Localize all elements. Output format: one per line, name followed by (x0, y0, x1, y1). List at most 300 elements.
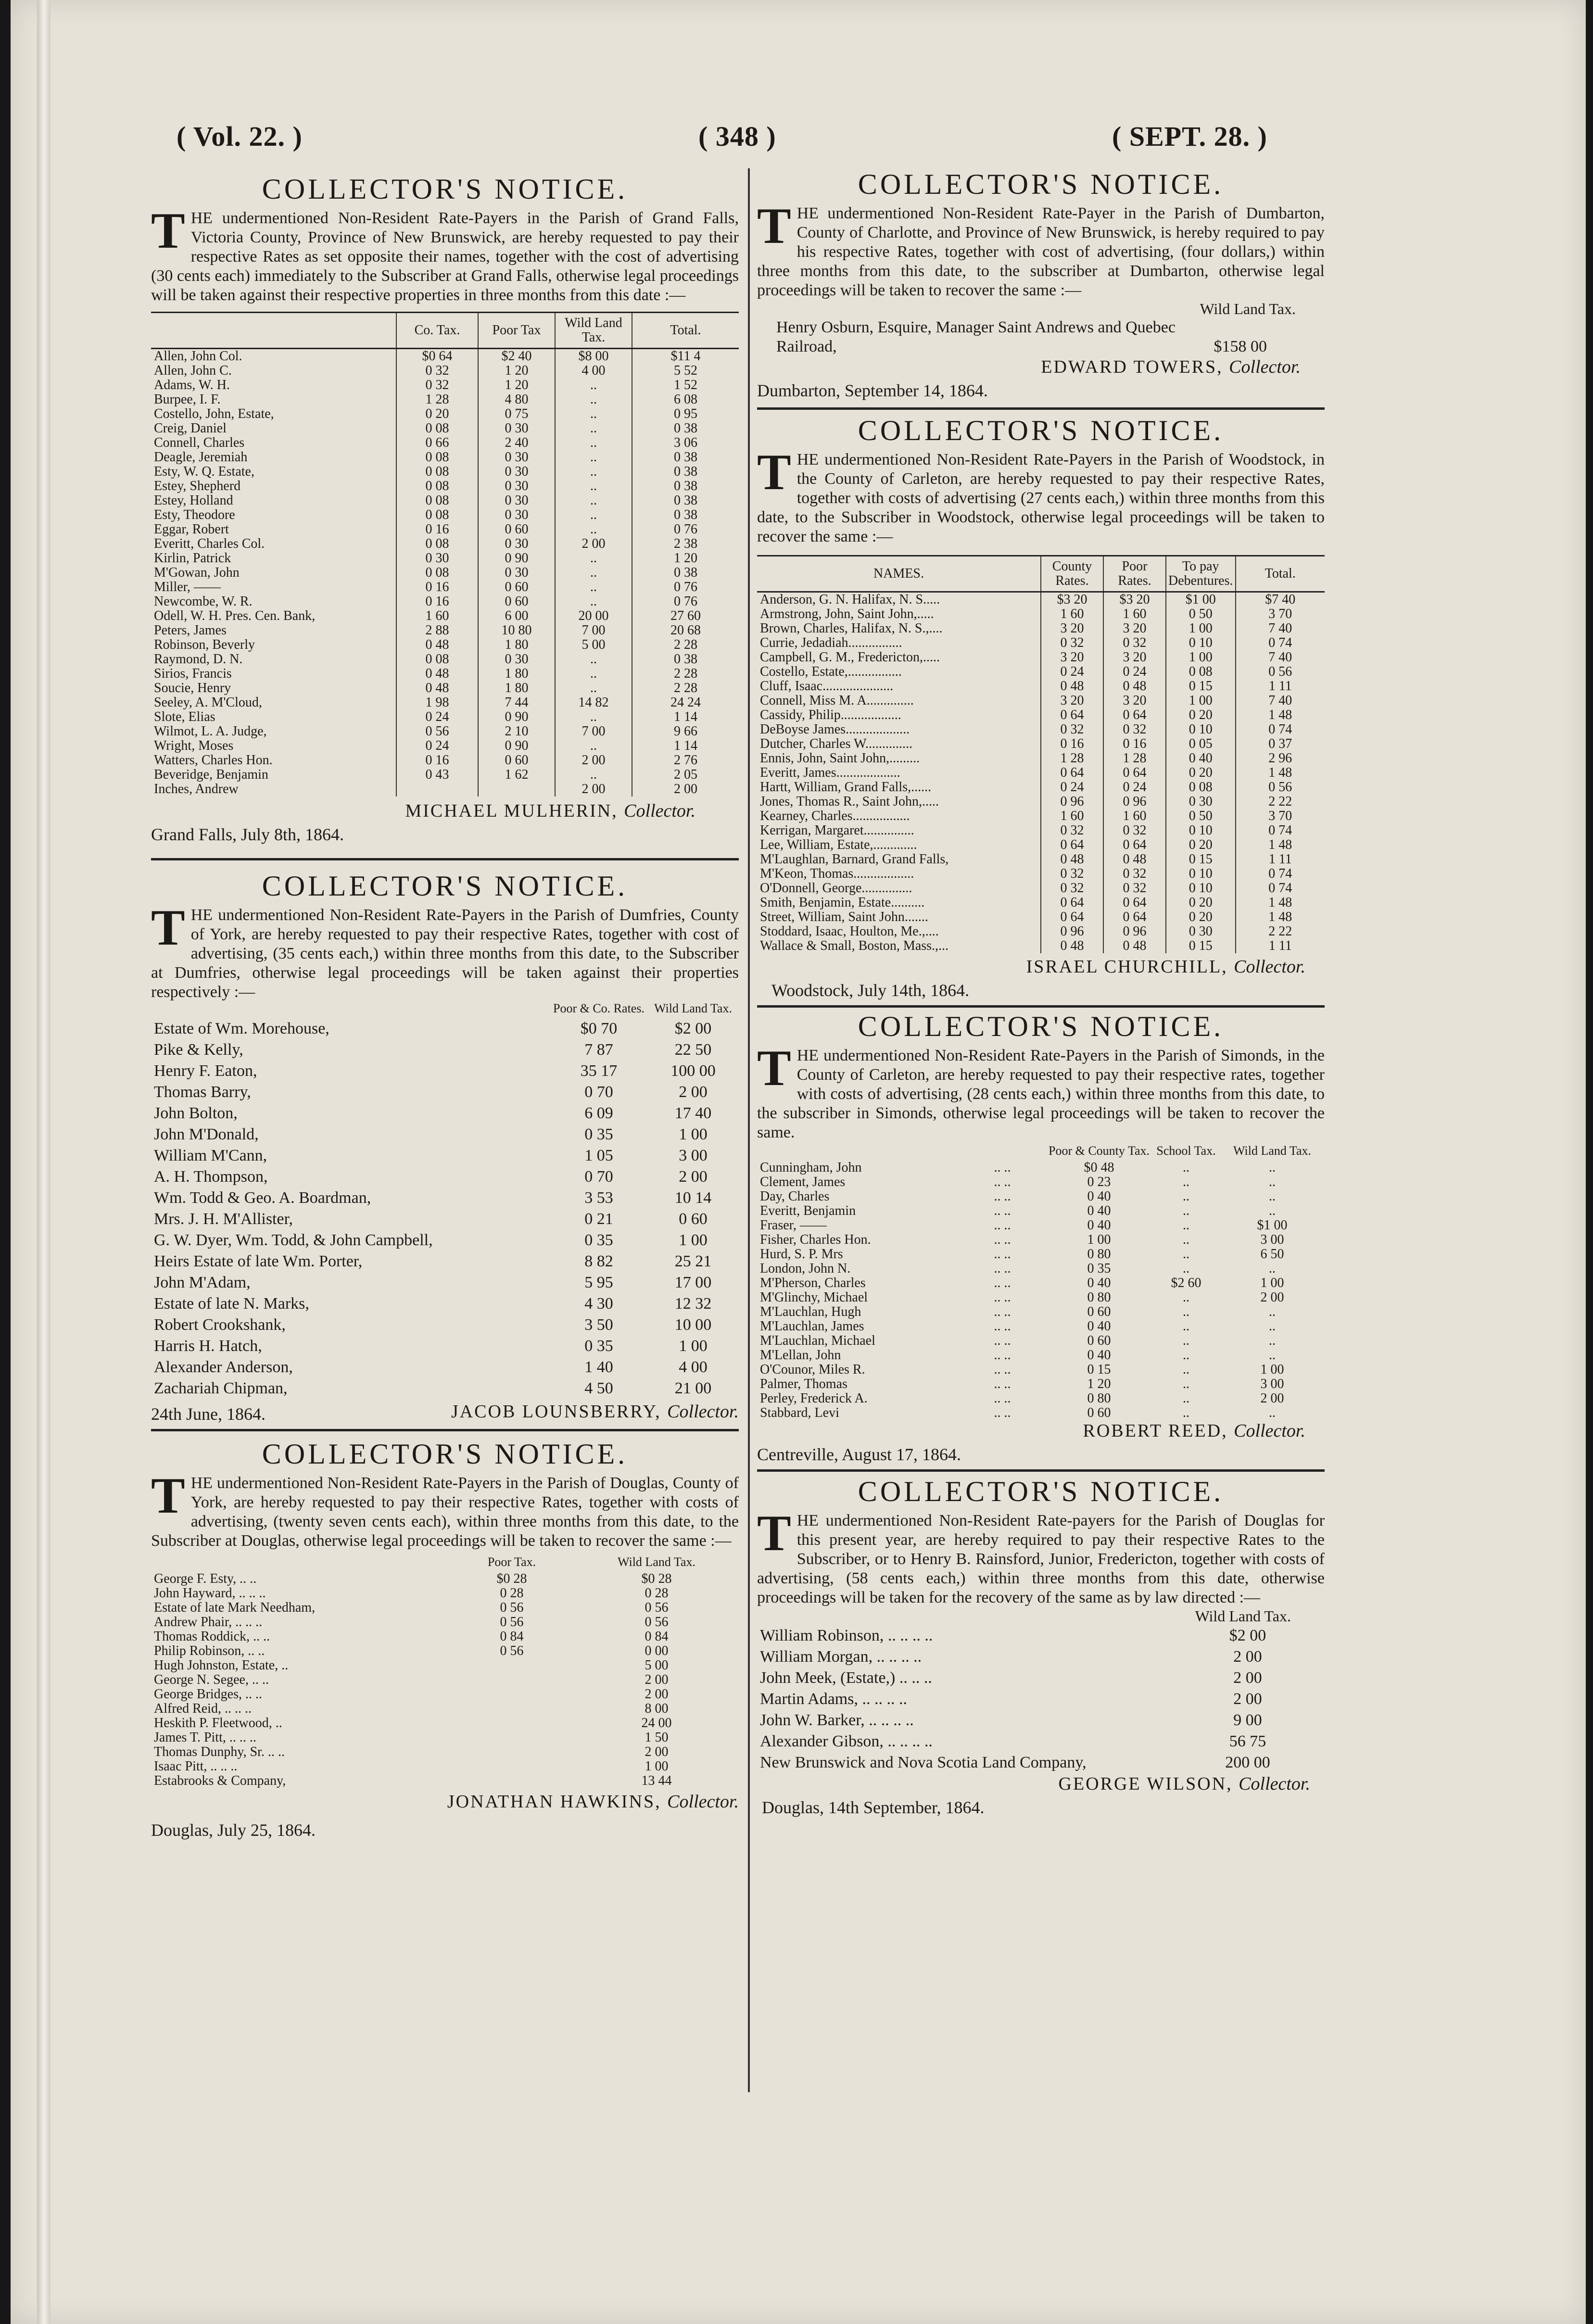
tax-value (478, 782, 555, 796)
payer-name: Ennis, John, Saint John,......... (760, 751, 920, 766)
tax-value: 1 60 (396, 609, 478, 623)
tax-value: 0 95 (632, 407, 739, 421)
tax-value: 0 20 (1166, 838, 1236, 852)
tax-value: 0 80 (1087, 1290, 1111, 1305)
tax-value: 1 60 (1041, 809, 1103, 823)
tax-value: .. (555, 580, 632, 594)
tax-value: 100 00 (670, 1062, 716, 1080)
payer-name: M'Lauchlan, Hugh (760, 1304, 861, 1319)
tax-value: 24 00 (641, 1716, 672, 1730)
payer-name: Estate of late Mark Needham, (154, 1600, 316, 1615)
tax-value: 3 20 (1103, 694, 1166, 708)
table-row (151, 450, 739, 465)
table-row (757, 896, 1325, 910)
tax-value: .. (1183, 1391, 1190, 1406)
table-row (151, 364, 739, 378)
tax-value: 3 20 (1041, 650, 1103, 665)
payer-name: Philip Robinson, .. .. (154, 1643, 265, 1658)
tax-value: $0 28 (496, 1571, 527, 1586)
tax-value: 0 08 (396, 465, 478, 479)
tax-value: 0 30 (478, 537, 555, 551)
payer-name: Beveridge, Benjamin (154, 767, 268, 782)
table-row (757, 780, 1325, 795)
payer-name: M'Lellan, John (760, 1348, 841, 1363)
table-row (151, 1336, 739, 1357)
table-row (757, 1667, 1325, 1689)
tax-value: 0 48 (396, 638, 478, 652)
table-row (757, 636, 1325, 650)
tax-value: 0 80 (1087, 1391, 1111, 1406)
tax-value: 0 32 (1041, 823, 1103, 838)
tax-value: $1 00 (1257, 1218, 1288, 1233)
tax-value: 1 80 (478, 638, 555, 652)
table-row (757, 1247, 1325, 1262)
payer-name: M'Glinchy, Michael (760, 1290, 868, 1305)
tax-value: .. .. (994, 1218, 1011, 1233)
payer-name: Kerrigan, Margaret............... (760, 823, 914, 838)
tax-value: 0 10 (1166, 722, 1236, 737)
payer-name: Esty, Theodore (154, 507, 235, 522)
tax-value: 0 40 (1166, 751, 1236, 766)
tax-value: 7 40 (1236, 621, 1325, 636)
table-row (151, 1730, 739, 1745)
payer-name: Robinson, Beverly (154, 637, 255, 652)
payer-name: O'Counor, Miles R. (760, 1362, 865, 1377)
tax-value: 0 96 (1041, 924, 1103, 939)
table-row (151, 479, 739, 493)
collector-signature: JACOB LOUNSBERRY, Collector. (451, 1402, 739, 1422)
tax-value: 14 82 (555, 695, 632, 710)
table-row (151, 537, 739, 551)
collector-signature: EDWARD TOWERS, Collector. (1041, 357, 1301, 377)
tax-value: .. (1183, 1319, 1190, 1334)
tax-value: .. (1183, 1218, 1190, 1233)
tax-value: 0 05 (1166, 737, 1236, 751)
payer-name: Eggar, Robert (154, 522, 229, 537)
table-row (151, 1774, 739, 1788)
tax-value: .. .. (994, 1290, 1011, 1305)
tax-value: 7 00 (555, 623, 632, 638)
tax-value: 1 80 (478, 681, 555, 695)
table-row (151, 681, 739, 695)
tax-value: 0 35 (584, 1337, 613, 1355)
notice-title: COLLECTOR'S NOTICE. (262, 1438, 628, 1470)
tax-value: 1 00 (679, 1337, 708, 1355)
notice-dumbarton (757, 168, 1325, 401)
tax-value: 1 11 (1236, 939, 1325, 953)
tax-value: 8 00 (645, 1701, 669, 1716)
tax-value: 0 56 (1236, 665, 1325, 679)
payer-name: Fraser, —— (760, 1218, 827, 1233)
table-row (757, 1204, 1325, 1218)
tax-value: 7 40 (1236, 694, 1325, 708)
tax-value: 0 66 (396, 436, 478, 450)
table-row (757, 809, 1325, 823)
tax-value: 0 20 (1166, 708, 1236, 722)
table-row (151, 407, 739, 421)
table-row (151, 580, 739, 594)
payer-name: Stabbard, Levi (760, 1405, 839, 1420)
table-row (151, 1615, 739, 1629)
tax-value: .. (555, 522, 632, 537)
payer-name: John Hayward, .. .. .. (154, 1586, 266, 1601)
tax-value: 7 00 (555, 724, 632, 739)
payer-name: George F. Esty, .. .. (154, 1571, 257, 1586)
payer-name: Costello, Estate,................ (760, 664, 902, 679)
tax-value: 0 64 (1103, 910, 1166, 924)
tax-value: 3 00 (679, 1147, 708, 1164)
payer-name: Mrs. J. H. M'Allister, (154, 1210, 293, 1228)
payer-name: M'Laughlan, Barnard, Grand Falls, (760, 852, 949, 867)
tax-value: .. .. (994, 1377, 1011, 1391)
tax-value: 0 08 (396, 652, 478, 667)
notice-douglas-county (151, 1438, 739, 1840)
payer-name: Hurd, S. P. Mrs (760, 1247, 843, 1262)
tax-value: 10 14 (674, 1189, 712, 1207)
tax-value: 2 76 (632, 753, 739, 768)
tax-value: 2 00 (555, 782, 632, 796)
tax-value: .. .. (994, 1247, 1011, 1262)
table-row (151, 1082, 739, 1103)
tax-value: 1 48 (1236, 708, 1325, 722)
tax-value: 0 30 (1166, 924, 1236, 939)
tax-value: 0 48 (1041, 939, 1103, 953)
tax-value: 0 21 (584, 1210, 613, 1228)
tax-value: .. (1183, 1160, 1190, 1175)
tax-value: 2 00 (1260, 1391, 1284, 1406)
tax-value: 1 11 (1236, 679, 1325, 694)
tax-value: 2 00 (1233, 1648, 1262, 1666)
table-row (757, 1752, 1325, 1773)
payer-name: Currie, Jedadiah................ (760, 635, 902, 650)
payer-name: Sirios, Francis (154, 666, 232, 681)
tax-value: 0 32 (1103, 881, 1166, 896)
tax-value: 1 00 (1260, 1362, 1284, 1377)
tax-value: $8 00 (555, 349, 632, 364)
payer-name: William Morgan, .. .. .. .. (760, 1648, 922, 1666)
notice-title: COLLECTOR'S NOTICE. (858, 1476, 1224, 1507)
tax-value: 1 98 (396, 695, 478, 710)
payer-name: Seeley, A. M'Cloud, (154, 695, 262, 710)
tax-value: 3 20 (1103, 621, 1166, 636)
tax-value: 1 14 (632, 739, 739, 753)
table-row (757, 722, 1325, 737)
payer-name: Cluff, Isaac..................... (760, 679, 894, 694)
rate-table: Poor & County Tax. School Tax. Wild Land Tax. Cunningham, John .. .. $0 48 .. .. Clement, James .. .. 0 23 .. .. Day, Charles .. .. 0 40 .. .. Everitt, Benjamin .. .. 0 40 .. .. Fraser, —— .. .. 0 40 .. $1 00 Fisher, Charles Hon. .. .. 1 00 .. 3 00 Hurd, S. P. Mrs .. .. 0 80 .. 6 50 London, John N. .. .. 0 35 .. .. M'Pherson, Charles .. .. 0 40 $2 60 1 00 M'Glinchy, Michael .. .. 0 80 .. 2 00 M'Lauchlan, Hugh .. .. 0 60 .. .. M'Lauchlan, James .. .. 0 40 .. .. M'Lauchlan, Michael .. .. 0 60 .. .. M'Lellan, John .. .. 0 40 .. .. O'Counor, Miles R. .. .. 0 15 .. 1 00 Palmer, Thomas .. .. 1 20 .. 3 00 Perley, Frederick A. .. .. 0 80 .. 2 00 Stabbard, Levi .. .. 0 60 .. .. (757, 1144, 1325, 1420)
tax-value: 0 08 (396, 493, 478, 508)
tax-value: 0 16 (396, 594, 478, 609)
notice-grand-falls (151, 173, 739, 845)
tax-value: 0 10 (1166, 867, 1236, 881)
tax-value: .. (555, 407, 632, 421)
tax-value: 3 00 (1260, 1232, 1284, 1247)
table-row (757, 1290, 1325, 1305)
payer-name: Estey, Holland (154, 493, 233, 508)
payer-name: Andrew Phair, .. .. .. (154, 1615, 263, 1629)
tax-value: 0 30 (478, 479, 555, 493)
tax-value: .. (1269, 1261, 1276, 1276)
table-row (757, 1625, 1325, 1646)
tax-value (449, 1774, 574, 1788)
tax-value: 0 64 (1103, 838, 1166, 852)
tax-value: 0 84 (500, 1629, 524, 1644)
tax-value: 0 16 (1041, 737, 1103, 751)
tax-value: .. (1269, 1348, 1276, 1363)
tax-value: 12 32 (674, 1295, 712, 1313)
tax-value: .. (1269, 1175, 1276, 1189)
table-row (757, 607, 1325, 621)
tax-value (449, 1716, 574, 1730)
table-row (757, 881, 1325, 896)
notice-intro: THE undermentioned Non-Resident Rate-Payers in the Parish of Douglas, County of York, are hereby requested to pay their respective Rates, together with costs of advertising, (twenty seven cents each), within three months from this date, to the Subscriber at Douglas, otherwise legal proceedings will be taken to recover the same :— (151, 1467, 739, 1550)
table-row (757, 795, 1325, 809)
tax-value: 0 64 (1041, 896, 1103, 910)
table-row (151, 508, 739, 522)
tax-value: 0 76 (632, 580, 739, 594)
table-row (151, 768, 739, 782)
tax-value: .. (1269, 1333, 1276, 1348)
tax-value: .. .. (994, 1160, 1011, 1175)
table-row (151, 1716, 739, 1730)
table-row (151, 378, 739, 392)
payer-name: Zachariah Chipman, (154, 1379, 288, 1397)
notice-title: COLLECTOR'S NOTICE. (858, 415, 1224, 446)
notice-title: COLLECTOR'S NOTICE. (858, 1010, 1224, 1042)
tax-value: 1 20 (478, 378, 555, 392)
tax-value: 0 40 (1087, 1276, 1111, 1290)
payer-name: Armstrong, John, Saint John,..... (760, 606, 934, 621)
payer-name: Connell, Miss M. A.............. (760, 693, 914, 708)
tax-value: 0 38 (632, 450, 739, 465)
tax-value: 0 70 (584, 1168, 613, 1186)
payer-name: Estabrooks & Company, (154, 1773, 286, 1788)
payer-name: Martin Adams, .. .. .. .. (760, 1690, 907, 1708)
table-row (757, 1363, 1325, 1377)
tax-value: 2 00 (1233, 1669, 1262, 1687)
tax-value: 1 28 (1103, 751, 1166, 766)
tax-value: $2 00 (674, 1020, 712, 1037)
tax-value: 0 64 (1041, 910, 1103, 924)
table-row (757, 1646, 1325, 1667)
table-row (151, 695, 739, 710)
tax-value: 0 96 (1103, 924, 1166, 939)
table-row (151, 1314, 739, 1336)
notice-date: Dumbarton, September 14, 1864. (757, 381, 988, 400)
table-row (757, 1161, 1325, 1175)
payer-name: O'Donnell, George............... (760, 881, 912, 896)
payer-name: Wm. Todd & Geo. A. Boardman, (154, 1189, 371, 1207)
payer-name: Costello, John, Estate, (154, 406, 274, 421)
payer-name: Wilmot, L. A. Judge, (154, 724, 267, 739)
tax-value: 0 30 (478, 493, 555, 508)
payer-name: M'Keon, Thomas.................. (760, 866, 914, 881)
tax-value: 0 40 (1087, 1203, 1111, 1218)
tax-value: 0 32 (396, 378, 478, 392)
tax-value: 0 08 (396, 479, 478, 493)
notice-title: COLLECTOR'S NOTICE. (858, 168, 1224, 200)
table-row (151, 623, 739, 638)
tax-value: .. (1269, 1405, 1276, 1420)
tax-value: 1 11 (1236, 852, 1325, 867)
table-row (151, 638, 739, 652)
tax-value: 3 53 (584, 1189, 613, 1207)
tax-value: 0 08 (1166, 665, 1236, 679)
tax-value: 3 20 (1103, 650, 1166, 665)
tax-value: $2 40 (478, 349, 555, 364)
payer-name: George Bridges, .. .. (154, 1687, 262, 1702)
tax-value: 0 20 (396, 407, 478, 421)
table-row (151, 436, 739, 450)
tax-value: 21 00 (674, 1379, 712, 1397)
payer-name: G. W. Dyer, Wm. Todd, & John Campbell, (154, 1231, 433, 1249)
payer-name: Day, Charles (760, 1189, 830, 1204)
payer-name: John W. Barker, .. .. .. .. (760, 1711, 914, 1729)
table-row (151, 1658, 739, 1673)
table-row (757, 650, 1325, 665)
payer-name: Estate of late N. Marks, (154, 1295, 309, 1313)
tax-value: 5 00 (645, 1658, 669, 1673)
table-row (757, 751, 1325, 766)
payer-name: Deagle, Jeremiah (154, 450, 248, 465)
tax-value: .. (1183, 1405, 1190, 1420)
tax-value: 1 00 (679, 1231, 708, 1249)
payer-name: Miller, —— (154, 580, 221, 594)
tax-value: .. (555, 652, 632, 667)
tax-value: 1 40 (584, 1358, 613, 1376)
table-row (757, 1218, 1325, 1233)
tax-value: 1 00 (1087, 1232, 1111, 1247)
table-row (757, 1233, 1325, 1247)
payer-name: James T. Pitt, .. .. .. (154, 1730, 256, 1745)
rate-table: Co. Tax. Poor Tax Wild Land Tax. Total. Allen, John Col. $0 64 $2 40 $8 00 $11 4 Allen, John C. 0 32 1 20 4 00 5 52 Adams, W. H. 0 32 1 20 .. 1 52 Burpee, I. F. 1 28 4 80 .. 6 08 Costello, John, Estate, 0 20 0 75 .. 0 95 Creig, Daniel 0 08 0 30 .. 0 38 Connell, Charles 0 66 2 40 .. 3 06 Deagle, Jeremiah 0 08 0 30 .. 0 38 Esty, W. Q. Estate, 0 08 0 30 .. 0 38 Estey, Shepherd 0 08 0 30 .. 0 38 Estey, Holland 0 08 0 30 .. 0 38 Esty, Theodore 0 08 0 30 .. 0 38 Eggar, Robert 0 16 0 60 .. 0 76 Everitt, Charles Col. 0 08 0 30 2 00 2 38 Kirlin, Patrick 0 30 0 90 .. 1 20 M'Gowan, John 0 08 0 30 .. 0 38 Miller, —— 0 16 0 60 .. 0 76 Newcombe, W. R. 0 16 0 60 .. 0 76 Odell, W. H. Pres. Cen. Bank, 1 60 6 00 20 00 27 60 Peters, James 2 88 10 80 7 00 20 68 Robinson, Beverly 0 48 1 80 5 00 2 28 Raymond, D. N. 0 08 0 30 .. 0 38 Sirios, Francis 0 48 1 80 .. 2 28 Soucie, Henry 0 48 1 80 .. 2 28 Seeley, A. M'Cloud, 1 98 7 44 14 82 24 24 Slote, Elias 0 24 0 90 .. 1 14 Wilmot, L. A. Judge, 0 56 2 10 7 00 9 66 Wright, Moses 0 24 0 90 .. 1 14 Watters, Charles Hon. 0 16 0 60 2 00 2 76 Beveridge, Benjamin 0 43 1 62 .. 2 05 Inches, Andrew 2 00 2 00 (151, 312, 739, 796)
payer-name: Campbell, G. M., Fredericton,..... (760, 650, 940, 665)
tax-value: 2 40 (478, 436, 555, 450)
payer-name: Heirs Estate of late Wm. Porter, (154, 1252, 363, 1270)
table-row (151, 609, 739, 623)
tax-value: 3 50 (584, 1316, 613, 1334)
table-row (757, 823, 1325, 838)
payer-entry: Henry Osburn, Esquire, Manager Saint Andrews and Quebec Railroad, $158 00 (776, 318, 1267, 355)
tax-value: 0 75 (478, 407, 555, 421)
tax-value: 0 90 (478, 710, 555, 724)
tax-value: 0 56 (396, 724, 478, 739)
tax-value: 10 00 (674, 1316, 712, 1334)
tax-value: 6 08 (632, 392, 739, 407)
payer-name: Estate of Wm. Morehouse, (154, 1020, 329, 1037)
payer-name: Wallace & Small, Boston, Mass.,... (760, 938, 949, 953)
tax-value: 0 38 (632, 421, 739, 436)
table-row (151, 652, 739, 667)
rate-table (757, 1625, 1325, 1773)
table-row (151, 1251, 739, 1272)
payer-name: M'Pherson, Charles (760, 1276, 866, 1290)
tax-value: 1 48 (1236, 838, 1325, 852)
table-row (151, 1629, 739, 1644)
tax-value: .. (555, 768, 632, 782)
tax-value: 0 48 (1041, 852, 1103, 867)
table-row (151, 1687, 739, 1702)
tax-value: 0 76 (632, 522, 739, 537)
tax-value: 0 32 (1041, 867, 1103, 881)
payer-name: William M'Cann, (154, 1147, 267, 1164)
tax-value: .. (1269, 1304, 1276, 1319)
tax-value: 0 38 (632, 566, 739, 580)
tax-value: 1 80 (478, 667, 555, 681)
payer-name: Harris H. Hatch, (154, 1337, 262, 1355)
tax-value: 3 20 (1041, 694, 1103, 708)
tax-value: 0 56 (500, 1615, 524, 1629)
payer-name: Allen, John Col. (154, 349, 242, 364)
table-row (151, 753, 739, 768)
table-row (757, 1689, 1325, 1710)
tax-value: .. (555, 392, 632, 407)
tax-value: 1 00 (1260, 1276, 1284, 1290)
payer-name: Inches, Andrew (154, 782, 239, 796)
tax-value (449, 1730, 574, 1745)
tax-value: 0 35 (584, 1125, 613, 1143)
tax-value: 1 52 (632, 378, 739, 392)
tax-value: 0 43 (396, 768, 478, 782)
tax-value: .. .. (994, 1304, 1011, 1319)
notice-intro: THE undermentioned Non-Resident Rate-Payers in the Parish of Grand Falls, Victoria County, Province of New Brunswick, are hereby requested to pay their respective Rates as set opposite their names, together with the cost of advertising (30 cents each) immediately to the Subscriber at Grand Falls, otherwise legal proceedings will be taken against their respective properties in three months from this date :— (151, 202, 739, 304)
payer-name: Estey, Shepherd (154, 479, 241, 493)
tax-value: .. (555, 739, 632, 753)
tax-value: 2 05 (632, 768, 739, 782)
tax-value: 3 00 (1260, 1377, 1284, 1391)
tax-value: 0 24 (1103, 665, 1166, 679)
tax-value: 0 35 (584, 1231, 613, 1249)
tax-value: 0 64 (1103, 766, 1166, 780)
payer-name: M'Lauchlan, James (760, 1319, 864, 1334)
table-row (151, 1061, 739, 1082)
notice-date: Grand Falls, July 8th, 1864. (151, 825, 344, 844)
payer-name: Creig, Daniel (154, 421, 227, 436)
table-row (151, 1673, 739, 1687)
tax-value: 0 48 (1103, 852, 1166, 867)
tax-value: 0 30 (478, 421, 555, 436)
table-row (757, 1406, 1325, 1420)
tax-value: 7 44 (478, 695, 555, 710)
tax-value: 0 80 (1087, 1247, 1111, 1262)
table-row (151, 1124, 739, 1145)
tax-value: 0 08 (1166, 780, 1236, 795)
tax-value: .. .. (994, 1276, 1011, 1290)
tax-value: .. .. (994, 1175, 1011, 1189)
tax-value: 0 24 (1041, 665, 1103, 679)
tax-value: 200 00 (1225, 1754, 1270, 1771)
tax-value: 4 00 (555, 364, 632, 378)
payer-name: Isaac Pitt, .. .. .. (154, 1759, 238, 1774)
tax-value: 0 64 (1041, 766, 1103, 780)
notice-footer (151, 1401, 739, 1424)
column-divider (748, 168, 750, 2092)
table-row (757, 1334, 1325, 1348)
tax-value: 0 56 (1236, 780, 1325, 795)
tax-value (449, 1759, 574, 1774)
tax-value: 0 96 (1103, 795, 1166, 809)
tax-value: 1 60 (1041, 607, 1103, 621)
tax-value: 0 74 (1236, 636, 1325, 650)
table-row (151, 1378, 739, 1399)
tax-value: 0 96 (1041, 795, 1103, 809)
payer-name: Everitt, James................... (760, 765, 900, 780)
payer-name: Connell, Charles (154, 435, 245, 450)
tax-value: 2 22 (1236, 795, 1325, 809)
table-row (757, 1175, 1325, 1189)
table-row (757, 1710, 1325, 1731)
tax-value: 0 56 (645, 1600, 669, 1615)
table-row (151, 1572, 739, 1586)
